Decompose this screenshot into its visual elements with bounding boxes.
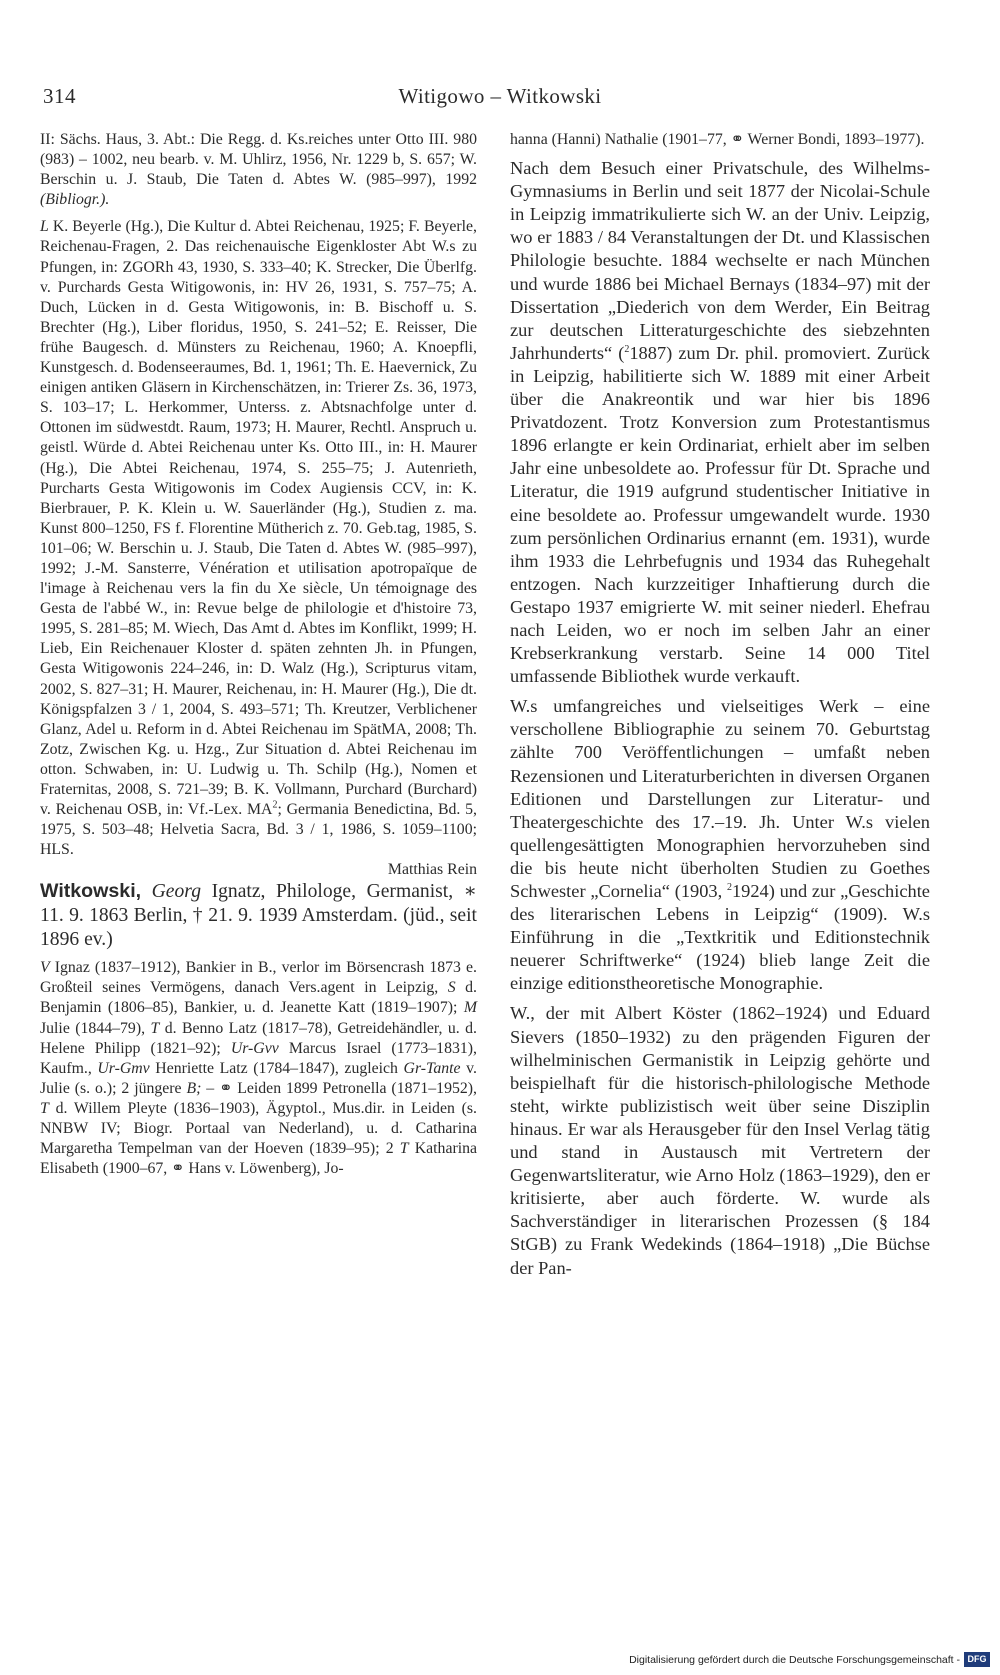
family-marker: Gr-Tante <box>403 1059 461 1077</box>
previous-entry-sources <box>40 130 477 210</box>
page-header <box>0 84 1000 114</box>
family-continuation: hanna (Hanni) Nathalie (1901–77, ⚭ Werner Bondi, 1893–1977). <box>510 131 925 148</box>
family-text: Ignaz (1837–1912), Bankier in B., verlor im Börsencrash 1873 e. Großteil seines Vermögens, danach Vers.agent in Leipzig, <box>40 959 477 997</box>
family-text: Katharina Elisabeth (1900–67, ⚭ Hans v. Löwenberg), Jo- <box>40 1140 478 1178</box>
family-text: – ⚭ Leiden 1899 Petronella (1871–1952), <box>206 1079 477 1097</box>
paragraph-text: 1887) zum Dr. phil. promoviert. Zurück in Leipzig, habilitierte sich W. 1889 mit einer Arbeit über die Anakreontik und war hier bis 1896 Privatdozent. Trotz Konversion zum Protestantismus 1896 erlangte er kein Ordinariat, erhielt aber im selben Jahr eine unbesoldete ao. Professur für Dt. Sprache und Literatur, die 1919 aufgrund studentischer Initiative in eine besoldete ao. Professur umgewandelt wurde. 1930 zum persönlichen Ordinarius ernannt (em. 1931), wurde ihm 1933 die Lehrbefugnis und 1934 das Ruhegehalt entzogen. Nach kurzzeitiger Inhaftierung durch die Gestapo 1937 emigrierte W. mit seiner niederl. Ehefrau nach Leiden, wo er noch im selben Jahr an einer Krebserkrankung verstarb. Seine 14 000 Titel umfassende Bibliothek wurde verkauft. <box>510 342 930 687</box>
sources-text: II: Sächs. Haus, 3. Abt.: Die Regg. d. Ks.reiches unter Otto III. 980 (983) – 1002, neu bearb. v. M. Uhlirz, 1956, Nr. 1229 b, S. 657; W. Berschin u. J. Staub, Die Taten d. Abtes W. (985–997), 1992 <box>40 131 477 189</box>
family-text: d. Willem Pleyte (1836–1903), Ägyptol., Mus.dir. in Leiden (s. NNBW IV; Biogr. Portaal van Nederland), u. d. Catharina Margaretha Tempelman van der Hoeven (1839–95); 2 <box>40 1099 477 1158</box>
entry-lemma: Witkowski, <box>40 880 142 903</box>
family-section <box>40 958 477 1179</box>
family-text: d. Benno Latz (1817–78), Getreidehändler, u. d. Helene Philipp (1821–92); <box>40 1019 477 1057</box>
family-marker: T <box>399 1140 409 1158</box>
family-marker: S <box>447 979 456 997</box>
family-marker: T <box>40 1099 49 1117</box>
sources-italic: (Bibliogr.). <box>40 191 110 209</box>
family-marker: M <box>463 999 478 1017</box>
family-marker: Ur-Gvv <box>230 1039 279 1057</box>
family-text: Julie (1844–79), <box>40 1019 146 1037</box>
literature-tail: ; Germania Benedictina, Bd. 5, 1975, S. 503–48; Helvetia Sacra, Bd. 3 / 1, 1986, S. 1059–1100; HLS. <box>40 801 477 859</box>
right-column <box>510 130 930 1280</box>
body-paragraph <box>510 695 930 995</box>
family-text: Marcus Israel (1773–1831), Kaufm., <box>40 1039 477 1077</box>
literature-marker: L <box>40 218 49 236</box>
running-head: Witigowo – Witkowski <box>398 84 602 108</box>
paragraph-text: W.s umfangreiches und vielseitiges Werk – eine verschollene Bibliographie zu seinem 70. Geburtstag zählte 700 Veröffentlichungen – umfaßt neben Rezensionen und Literaturberichten in diversen Organen Editionen und Darstellungen zur Literatur- und Theatergeschichte des 17.–19. Jh. Unter W.s vielen quellengesättigten Monographien hervorzuheben sind die bis heute nicht überholten Studien zu Goethes Schwester „Cornelia“ (1903, <box>510 696 930 901</box>
page-number: 314 <box>43 84 76 108</box>
paragraph-superscript: 2 <box>624 343 630 355</box>
entry-heading-rest: Ignatz, Philologe, Germanist, ∗ 11. 9. 1863 Berlin, † 21. 9. 1939 Amsterdam. (jüd., seit 1896 ev.) <box>40 881 477 950</box>
left-column <box>40 130 477 1179</box>
literature-text: K. Beyerle (Hg.), Die Kultur d. Abtei Reichenau, 1925; F. Beyerle, Reichenau-Fragen, 2. Das reichenauische Eigenkloster Abt W.s zu Pfungen, in: ZGORh 43, 1930, S. 333–40; K. Strecker, Die Überlfg. v. Purchards Gesta Witigowonis, in: HV 26, 1931, S. 757–75; A. Duch, Lücken in d. Gesta Witigowonis, in: B. Bischoff u. S. Brechter (Hg.), Liber floridus, 1950, S. 241–52; E. Reisser, Die frühe Baugesch. d. Münsters zu Reichenau, 1960; A. Knoepfli, Kunstgesch. d. Bodenseeraumes, Bd. 1, 1961; Th. E. Haevernick, Zu einigen antiken Gläsern in Kirchenschätzen, in: Trierer Zs. 36, 1973, S. 103–17; L. Herkommer, Unterss. z. Abtsnachfolge unter d. Ottonen im südwestdt. Raum, 1973; H. Maurer, Rechtl. Anspruch u. geistl. Würde d. Abtei Reichenau unter Ks. Otto III., in: H. Maurer (Hg.), Die Abtei Reichenau, 1974, S. 255–75; J. Autenrieth, Purcharts Gesta Witigowonis im Codex Augiensis CCV, in: K. Bierbrauer, P. K. Klein u. W. Sauerländer (Hg.), Studien z. ma. Kunst 800–1250, FS f. Florentine Mütherich z. 70. Geb.tag, 1985, S. 101–06; W. Berschin u. J. Staub, Die Taten d. Abtes W. (985–997), 1992; J.-M. Sansterre, Vénération et utilisation apotropaïque de l'image à Reichenau vers la fin du Xe siècle, Un témoignage des Gesta de l'abbé W., in: Revue belge de philologie et d'histoire 73, 1995, S. 281–85; M. Wiech, Das Amt d. Abtes im Konflikt, 1999; H. Lieb, Ein Reichenauer Kloster d. späten zehnten Jh. in Pfungen, Gesta Witigowonis 224–246, in: D. Walz (Hg.), Scripturus vitam, 2002, S. 827–31; H. Maurer, Reichenau, in: H. Maurer (Hg.), Die dt. Königspfalzen 3 / 1, 2004, S. 493–571; Th. Kreutzer, Verblichener Glanz, Adel u. Reform in d. Abtei Reichenau im SpätMA, 2008; Th. Zotz, Zwischen Kg. u. Hzg., Zur Situation d. Abtei Reichenau im otton. Schwaben, in: U. Ludwig u. Th. Schilp (Hg.), Nomen et Fraternitas, 2008, S. 721–39; B. K. Vollmann, Purchard (Burchard) v. Reichenau OSB, in: Vf.-Lex. MA <box>40 218 478 819</box>
dfg-logo: DFG <box>964 1652 990 1667</box>
author-signature: Matthias Rein <box>387 861 477 879</box>
entry-heading <box>40 880 477 951</box>
body-paragraph: W., der mit Albert Köster (1862–1924) und Eduard Sievers (1850–1932) zu den prägenden Figuren der wilhelminischen Germanistik in Leipzig gehörte und beispielhaft für die historisch-philologische Methode steht, wirkte publizistisch weit über seine Disziplin hinaus. Er war als Herausgeber für den Insel Verlag tätig und stand in Austausch mit Vertretern der Gegenwartsliteratur, wie Arno Holz (1863–1929), den er kritisierte, aber auch förderte. W. wurde als Sachverständiger in literarischen Prozessen (§ 184 StGB) zu Frank Wedekinds (1864–1918) „Die Büchse der Pan- <box>510 1003 930 1278</box>
paragraph-text: Nach dem Besuch einer Privatschule, des Wilhelms-Gymnasiums in Berlin und seit 1877 der Nicolai-Schule in Leipzig immatrikulierte sich W. an der Univ. Leipzig, wo er 1883 / 84 Veranstaltungen der Dt. und Klassischen Philologie besuchte. 1884 wechselte er nach München und wurde 1886 bei Michael Bernays (1834–97) mit der Dissertation „Diederich von dem Werder, Ein Beitrag zur deutschen Litteraturgeschichte des siebzehnten Jahrhunderts“ ( <box>510 158 930 363</box>
literature-superscript: 2 <box>272 799 278 811</box>
family-marker: B; <box>186 1079 202 1097</box>
family-marker: T <box>150 1019 160 1037</box>
body-paragraph <box>510 157 930 688</box>
entry-first-name: Georg <box>151 881 201 903</box>
family-marker: V <box>40 959 50 977</box>
digitization-footer <box>600 1652 990 1670</box>
paragraph-superscript: 2 <box>726 881 732 893</box>
family-text: d. Benjamin (1806–85), Bankier, u. d. Jeanette Katt (1819–1907); <box>40 979 477 1017</box>
family-text: Henriette Latz (1784–1847), zugleich <box>155 1059 398 1077</box>
literature-list <box>40 217 477 860</box>
family-text: v. Julie (s. o.); 2 jüngere <box>40 1059 477 1097</box>
funding-note: Digitalisierung gefördert durch die Deutsche Forschungsgemeinschaft - <box>629 1654 960 1666</box>
family-marker: Ur-Gmv <box>97 1059 150 1077</box>
paragraph-text: 1924) und zur „Geschichte des literarischen Lebens in Leipzig“ (1909). W.s Einführung in die „Textkritik und Editionstechnik neuerer Schriftwerke“ (1924) blieb lange Zeit die einzige editionstheoretische Monographie. <box>510 881 930 994</box>
